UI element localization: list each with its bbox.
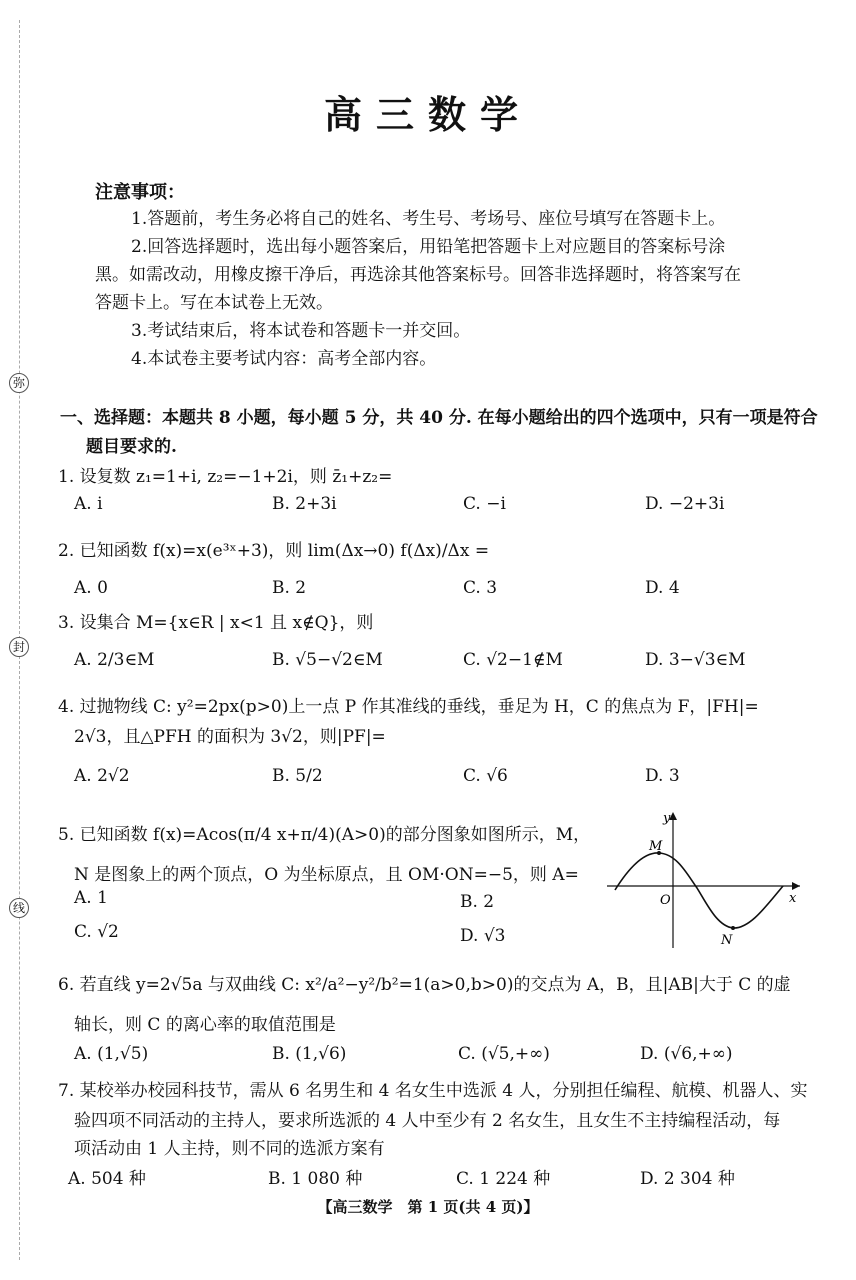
question-5-option-a: A. 1 (74, 888, 108, 908)
margin-mark-seal-3: 线 (9, 898, 29, 918)
question-7-stem-cont: 验四项不同活动的主持人，要求所选派的 4 人中至少有 2 名女生，且女生不主持编程活动，每 (74, 1111, 781, 1131)
question-5-option-c: C. √2 (74, 922, 119, 942)
question-4-option-b: B. 5/2 (272, 766, 323, 786)
question-2-stem: 2. 已知函数 f(x)=x(e³ˣ+3)，则 lim(Δx→0) f(Δx)/Δx = (58, 541, 490, 561)
section-heading: 一、选择题：本题共 8 小题，每小题 5 分，共 40 分. 在每小题给出的四个选项中，只有一项是符合 (60, 408, 818, 428)
question-4-option-c: C. √6 (463, 766, 508, 786)
cosine-graph-figure (605, 808, 810, 953)
question-5-stem-cont: N 是图象上的两个顶点，O 为坐标原点，且 OM·ON=−5，则 A= (74, 865, 579, 885)
question-6-option-b: B. (1,√6) (272, 1044, 347, 1064)
question-3-option-a: A. 2/3∈M (74, 650, 155, 670)
question-7-option-c: C. 1 224 种 (456, 1169, 551, 1189)
section-heading-cont: 题目要求的. (86, 437, 177, 457)
notice-line: 1.答题前，考生务必将自己的姓名、考生号、考场号、座位号填写在答题卡上。 (131, 209, 726, 229)
question-3-option-d: D. 3−√3∈M (645, 650, 746, 670)
page-footer: 【高三数学 第 1 页(共 4 页)】 (317, 1198, 539, 1216)
question-7-option-b: B. 1 080 种 (268, 1169, 363, 1189)
notice-line: 4.本试卷主要考试内容：高考全部内容。 (131, 349, 437, 369)
point-n-dot (731, 926, 735, 930)
notice-line: 3.考试结束后，将本试卷和答题卡一并交回。 (131, 321, 471, 341)
question-6-option-c: C. (√5,+∞) (458, 1044, 550, 1064)
margin-mark-seal-1: 弥 (9, 373, 29, 393)
question-1-option-d: D. −2+3i (645, 494, 725, 514)
question-3-option-b: B. √5−√2∈M (272, 650, 383, 670)
cosine-curve (615, 853, 783, 928)
point-n-label: N (721, 933, 733, 948)
x-axis-label: x (789, 891, 797, 906)
question-6-stem-cont: 轴长，则 C 的离心率的取值范围是 (74, 1015, 336, 1035)
question-5-option-d: D. √3 (460, 926, 506, 946)
question-7-option-a: A. 504 种 (68, 1169, 146, 1189)
question-4-option-a: A. 2√2 (74, 766, 130, 786)
question-4-option-d: D. 3 (645, 766, 680, 786)
question-1-option-c: C. −i (463, 494, 506, 514)
question-5-stem: 5. 已知函数 f(x)=Acos(π/4 x+π/4)(A>0)的部分图象如图所示，M， (58, 825, 591, 845)
question-7-option-d: D. 2 304 种 (640, 1169, 735, 1189)
x-axis-arrow-icon (792, 882, 800, 890)
notice-line: 2.回答选择题时，选出每小题答案后，用铅笔把答题卡上对应题目的答案标号涂 (131, 237, 726, 257)
question-2-option-d: D. 4 (645, 578, 680, 598)
question-7-stem-cont: 项活动由 1 人主持，则不同的选派方案有 (74, 1139, 385, 1159)
question-1-option-b: B. 2+3i (272, 494, 337, 514)
notice-heading: 注意事项： (95, 182, 185, 203)
origin-label: O (660, 893, 671, 908)
margin-mark-seal-2: 封 (9, 637, 29, 657)
notice-line: 黑。如需改动，用橡皮擦干净后，再选涂其他答案标号。回答非选择题时，将答案写在 (95, 265, 741, 285)
question-4-stem-cont: 2√3，且△PFH 的面积为 3√2，则|PF|= (74, 727, 386, 747)
question-1-stem: 1. 设复数 z₁=1+i, z₂=−1+2i，则 z̄₁+z₂= (58, 467, 393, 487)
question-2-option-b: B. 2 (272, 578, 307, 598)
question-6-stem: 6. 若直线 y=2√5a 与双曲线 C: x²/a²−y²/b²=1(a>0,b>0)的交点为 A，B，且|AB|大于 C 的虚 (58, 975, 791, 995)
question-6-option-a: A. (1,√5) (74, 1044, 149, 1064)
page-title: 高三数学 (323, 92, 532, 137)
notice-line: 答题卡上。写在本试卷上无效。 (95, 293, 333, 313)
point-m-label: M (649, 839, 663, 854)
question-3-stem: 3. 设集合 M={x∈R | x<1 且 x∉Q}，则 (58, 613, 374, 633)
question-7-stem: 7. 某校举办校园科技节，需从 6 名男生和 4 名女生中选派 4 人，分别担任编程、航模、机器人、实 (58, 1081, 808, 1101)
question-4-stem: 4. 过抛物线 C: y²=2px(p>0)上一点 P 作其准线的垂线，垂足为 H，C 的焦点为 F，|FH|= (58, 697, 759, 717)
question-2-option-c: C. 3 (463, 578, 498, 598)
question-2-option-a: A. 0 (74, 578, 108, 598)
question-6-option-d: D. (√6,+∞) (640, 1044, 733, 1064)
y-axis-label: y (663, 811, 671, 826)
question-1-option-a: A. i (74, 494, 103, 514)
question-5-option-b: B. 2 (460, 892, 495, 912)
question-3-option-c: C. √2−1∉M (463, 650, 563, 670)
